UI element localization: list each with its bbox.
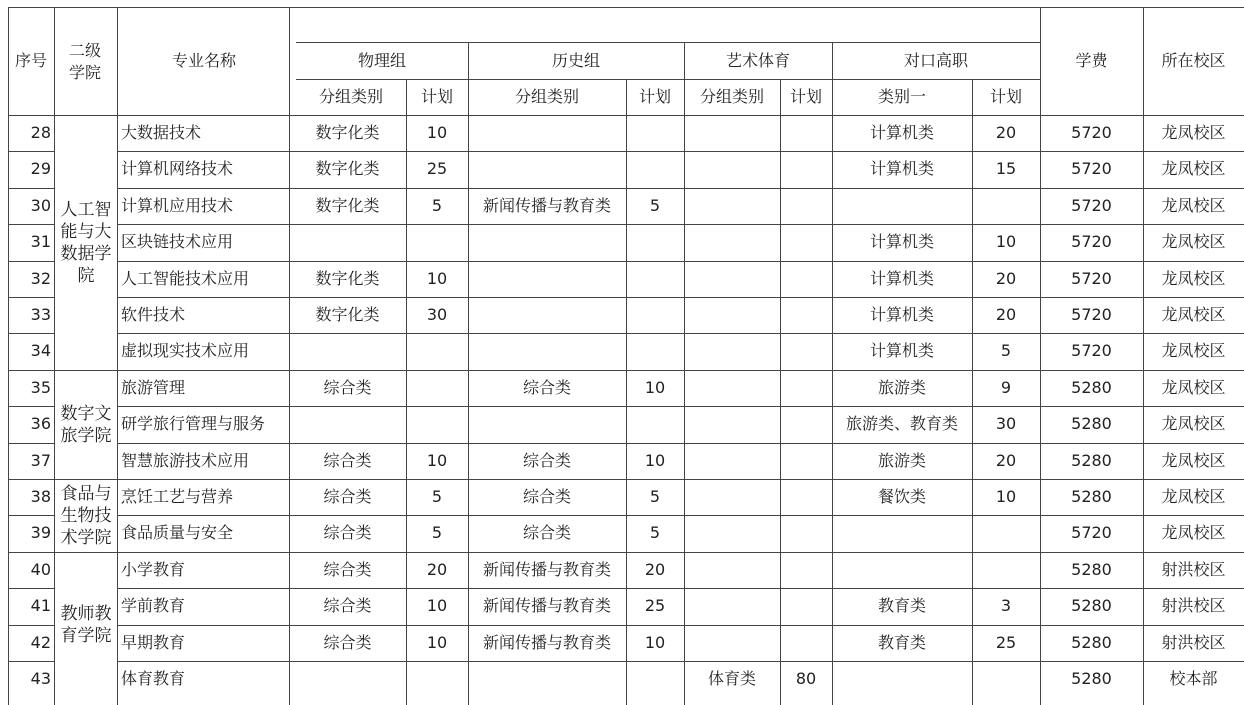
row-seq: 39 — [30, 523, 51, 542]
row-major: 小学教育 — [121, 560, 186, 579]
header-vocational: 对口高职 — [903, 51, 968, 70]
row-physics-category: 综合类 — [323, 487, 372, 506]
row-campus: 龙凤校区 — [1161, 269, 1226, 288]
row-history-category: 综合类 — [522, 451, 571, 470]
row-vocational-category: 旅游类、教育类 — [845, 414, 958, 433]
row-physics-plan — [406, 224, 468, 260]
header-physics-group: 物理组 — [357, 51, 406, 70]
row-tuition: 5280 — [1071, 487, 1112, 506]
row-history-plan — [626, 661, 684, 697]
header-group-line — [296, 42, 1040, 43]
row-history-plan: 10 — [644, 633, 666, 652]
row-history-category — [468, 333, 626, 369]
row-history-category — [468, 661, 626, 697]
row-major: 计算机应用技术 — [121, 196, 234, 215]
row-arts-plan — [780, 261, 832, 297]
row-vocational-category: 旅游类 — [877, 451, 926, 470]
row-physics-plan: 5 — [431, 196, 443, 215]
row-history-plan — [626, 151, 684, 187]
row-vocational-category: 旅游类 — [877, 378, 926, 397]
row-major: 区块链技术应用 — [121, 232, 234, 251]
row-history-category — [468, 297, 626, 333]
row-campus: 校本部 — [1169, 669, 1218, 688]
row-major: 旅游管理 — [121, 378, 186, 397]
row-history-category — [468, 406, 626, 442]
row-vocational-plan: 15 — [995, 159, 1017, 178]
row-vocational-category: 教育类 — [877, 633, 926, 652]
row-physics-category: 数字化类 — [315, 159, 380, 178]
row-campus: 龙凤校区 — [1161, 451, 1226, 470]
row-vocational-plan: 3 — [1000, 596, 1012, 615]
row-arts-category — [684, 370, 780, 406]
row-tuition: 5280 — [1071, 669, 1112, 688]
row-physics-category: 数字化类 — [315, 123, 380, 142]
row-history-category: 新闻传播与教育类 — [482, 596, 611, 615]
college-name: 人工智能与大数据学院 — [60, 199, 112, 286]
row-campus: 射洪校区 — [1161, 596, 1226, 615]
row-seq: 32 — [30, 269, 51, 288]
row-history-category: 新闻传播与教育类 — [482, 633, 611, 652]
subheader-arts-plan: 计划 — [789, 87, 822, 106]
row-seq: 31 — [30, 232, 51, 251]
row-physics-category — [289, 406, 406, 442]
row-campus: 龙凤校区 — [1161, 305, 1226, 324]
row-arts-category — [684, 625, 780, 661]
header-tuition: 学费 — [1075, 51, 1108, 70]
row-physics-plan: 5 — [431, 523, 443, 542]
row-arts-category — [684, 115, 780, 151]
row-campus: 射洪校区 — [1161, 560, 1226, 579]
header-subgroup-line — [296, 79, 1040, 80]
row-history-category: 新闻传播与教育类 — [482, 196, 611, 215]
row-tuition: 5280 — [1071, 596, 1112, 615]
row-seq: 29 — [30, 159, 51, 178]
header-major: 专业名称 — [171, 51, 236, 70]
subheader-arts-category: 分组类别 — [699, 87, 764, 106]
row-physics-plan: 10 — [426, 451, 448, 470]
row-history-plan: 25 — [644, 596, 666, 615]
row-tuition: 5720 — [1071, 523, 1112, 542]
row-tuition: 5720 — [1071, 196, 1112, 215]
row-vocational-plan: 20 — [995, 123, 1017, 142]
row-major: 计算机网络技术 — [121, 159, 234, 178]
row-vocational-category — [832, 188, 972, 224]
row-seq: 36 — [30, 414, 51, 433]
row-physics-category: 综合类 — [323, 560, 372, 579]
row-vocational-category — [832, 661, 972, 697]
row-arts-category — [684, 479, 780, 515]
row-arts-plan — [780, 479, 832, 515]
row-tuition: 5720 — [1071, 123, 1112, 142]
column-border — [117, 7, 118, 705]
row-history-category — [468, 261, 626, 297]
row-vocational-category — [832, 515, 972, 551]
row-seq: 43 — [30, 669, 51, 688]
row-physics-plan: 10 — [426, 269, 448, 288]
row-physics-category: 数字化类 — [315, 269, 380, 288]
row-history-category: 综合类 — [522, 487, 571, 506]
row-major: 智慧旅游技术应用 — [121, 451, 250, 470]
row-arts-plan — [780, 224, 832, 260]
row-tuition: 5280 — [1071, 451, 1112, 470]
subheader-vocational-category: 类别一 — [877, 87, 926, 106]
row-arts-category — [684, 515, 780, 551]
row-vocational-category: 计算机类 — [869, 232, 934, 251]
row-arts-plan — [780, 188, 832, 224]
row-arts-category — [684, 552, 780, 588]
row-arts-category — [684, 261, 780, 297]
row-major: 研学旅行管理与服务 — [121, 414, 266, 433]
row-vocational-plan: 10 — [995, 232, 1017, 251]
row-major: 早期教育 — [121, 633, 186, 652]
row-arts-category — [684, 188, 780, 224]
row-arts-category — [684, 588, 780, 624]
row-history-plan — [626, 406, 684, 442]
row-vocational-plan: 20 — [995, 269, 1017, 288]
row-physics-category — [289, 224, 406, 260]
row-history-plan — [626, 115, 684, 151]
row-history-plan — [626, 297, 684, 333]
row-major: 烹饪工艺与营养 — [121, 487, 234, 506]
row-physics-plan: 20 — [426, 560, 448, 579]
row-major: 学前教育 — [121, 596, 186, 615]
row-vocational-plan: 30 — [995, 414, 1017, 433]
row-physics-plan: 10 — [426, 596, 448, 615]
row-physics-plan — [406, 661, 468, 697]
row-seq: 28 — [30, 123, 51, 142]
row-physics-plan: 25 — [426, 159, 448, 178]
row-tuition: 5720 — [1071, 269, 1112, 288]
table-top-border — [8, 7, 1244, 8]
row-history-plan: 5 — [649, 196, 661, 215]
row-physics-plan — [406, 333, 468, 369]
row-tuition: 5280 — [1071, 414, 1112, 433]
row-major: 人工智能技术应用 — [121, 269, 250, 288]
row-tuition: 5720 — [1071, 305, 1112, 324]
row-physics-category: 综合类 — [323, 523, 372, 542]
row-campus: 射洪校区 — [1161, 633, 1226, 652]
row-vocational-category: 计算机类 — [869, 123, 934, 142]
row-seq: 40 — [30, 560, 51, 579]
row-tuition: 5720 — [1071, 159, 1112, 178]
row-vocational-category: 计算机类 — [869, 305, 934, 324]
row-history-category: 综合类 — [522, 378, 571, 397]
row-tuition: 5280 — [1071, 633, 1112, 652]
row-history-plan — [626, 333, 684, 369]
subheader-vocational-plan: 计划 — [989, 87, 1022, 106]
row-history-plan: 10 — [644, 378, 666, 397]
row-major: 虚拟现实技术应用 — [121, 341, 250, 360]
row-tuition: 5280 — [1071, 378, 1112, 397]
row-vocational-category: 餐饮类 — [877, 487, 926, 506]
row-physics-plan — [406, 370, 468, 406]
row-vocational-plan: 20 — [995, 305, 1017, 324]
row-campus: 龙凤校区 — [1161, 232, 1226, 251]
college-name: 食品与生物技术学院 — [60, 483, 112, 548]
row-physics-category: 综合类 — [323, 451, 372, 470]
row-arts-plan — [780, 625, 832, 661]
row-arts-plan — [780, 333, 832, 369]
row-seq: 42 — [30, 633, 51, 652]
row-arts-plan — [780, 515, 832, 551]
row-history-category — [468, 224, 626, 260]
row-arts-category: 体育类 — [707, 669, 756, 688]
row-campus: 龙凤校区 — [1161, 123, 1226, 142]
row-vocational-plan: 25 — [995, 633, 1017, 652]
row-vocational-category: 计算机类 — [869, 341, 934, 360]
row-campus: 龙凤校区 — [1161, 159, 1226, 178]
row-seq: 41 — [30, 596, 51, 615]
row-arts-plan — [780, 115, 832, 151]
row-history-plan: 20 — [644, 560, 666, 579]
row-tuition: 5720 — [1071, 232, 1112, 251]
row-arts-plan — [780, 588, 832, 624]
row-campus: 龙凤校区 — [1161, 523, 1226, 542]
subheader-history-plan: 计划 — [638, 87, 671, 106]
row-vocational-category: 计算机类 — [869, 269, 934, 288]
row-physics-category: 数字化类 — [315, 196, 380, 215]
row-arts-plan: 80 — [795, 669, 817, 688]
row-vocational-plan: 5 — [1000, 341, 1012, 360]
row-campus: 龙凤校区 — [1161, 487, 1226, 506]
row-seq: 34 — [30, 341, 51, 360]
row-physics-category: 综合类 — [323, 633, 372, 652]
row-physics-category: 综合类 — [323, 596, 372, 615]
row-campus: 龙凤校区 — [1161, 414, 1226, 433]
row-tuition: 5720 — [1071, 341, 1112, 360]
row-physics-plan: 10 — [426, 633, 448, 652]
row-arts-category — [684, 333, 780, 369]
row-arts-category — [684, 151, 780, 187]
row-major: 大数据技术 — [121, 123, 202, 142]
header-seq: 序号 — [14, 51, 47, 70]
college-name: 教师教育学院 — [60, 604, 112, 646]
row-physics-category: 综合类 — [323, 378, 372, 397]
row-vocational-category: 计算机类 — [869, 159, 934, 178]
header-arts-sports: 艺术体育 — [725, 51, 790, 70]
row-arts-plan — [780, 406, 832, 442]
row-physics-category: 数字化类 — [315, 305, 380, 324]
row-campus: 龙凤校区 — [1161, 378, 1226, 397]
row-history-plan: 5 — [649, 523, 661, 542]
row-major: 软件技术 — [121, 305, 186, 324]
row-history-category — [468, 151, 626, 187]
row-vocational-plan — [972, 661, 1040, 697]
row-arts-category — [684, 443, 780, 479]
row-major: 食品质量与安全 — [121, 523, 234, 542]
row-vocational-category — [832, 552, 972, 588]
row-vocational-plan: 9 — [1000, 378, 1012, 397]
row-arts-plan — [780, 443, 832, 479]
row-seq: 37 — [30, 451, 51, 470]
row-physics-category — [289, 333, 406, 369]
row-history-plan — [626, 261, 684, 297]
subheader-physics-plan: 计划 — [420, 87, 453, 106]
row-history-category — [468, 115, 626, 151]
row-arts-plan — [780, 297, 832, 333]
row-arts-category — [684, 224, 780, 260]
row-arts-plan — [780, 370, 832, 406]
row-tuition: 5280 — [1071, 560, 1112, 579]
subheader-physics-category: 分组类别 — [318, 87, 383, 106]
row-vocational-plan — [972, 515, 1040, 551]
row-arts-plan — [780, 151, 832, 187]
row-history-category: 新闻传播与教育类 — [482, 560, 611, 579]
row-physics-plan: 10 — [426, 123, 448, 142]
header-campus: 所在校区 — [1161, 51, 1226, 70]
row-physics-plan: 30 — [426, 305, 448, 324]
row-arts-plan — [780, 552, 832, 588]
row-history-category: 综合类 — [522, 523, 571, 542]
row-vocational-category: 教育类 — [877, 596, 926, 615]
row-seq: 30 — [30, 196, 51, 215]
row-seq: 35 — [30, 378, 51, 397]
row-vocational-plan — [972, 188, 1040, 224]
row-vocational-plan: 10 — [995, 487, 1017, 506]
row-vocational-plan: 20 — [995, 451, 1017, 470]
row-seq: 38 — [30, 487, 51, 506]
header-college: 二级学院 — [68, 41, 101, 82]
row-history-plan: 10 — [644, 451, 666, 470]
row-major: 体育教育 — [121, 669, 186, 688]
row-arts-category — [684, 406, 780, 442]
row-vocational-plan — [972, 552, 1040, 588]
row-physics-category — [289, 661, 406, 697]
subheader-history-category: 分组类别 — [514, 87, 579, 106]
header-history-group: 历史组 — [551, 51, 600, 70]
row-physics-plan: 5 — [431, 487, 443, 506]
row-campus: 龙凤校区 — [1161, 196, 1226, 215]
row-seq: 33 — [30, 305, 51, 324]
college-name: 数字文旅学院 — [60, 403, 112, 446]
row-history-plan — [626, 224, 684, 260]
row-history-plan: 5 — [649, 487, 661, 506]
row-physics-plan — [406, 406, 468, 442]
row-campus: 龙凤校区 — [1161, 341, 1226, 360]
row-arts-category — [684, 297, 780, 333]
